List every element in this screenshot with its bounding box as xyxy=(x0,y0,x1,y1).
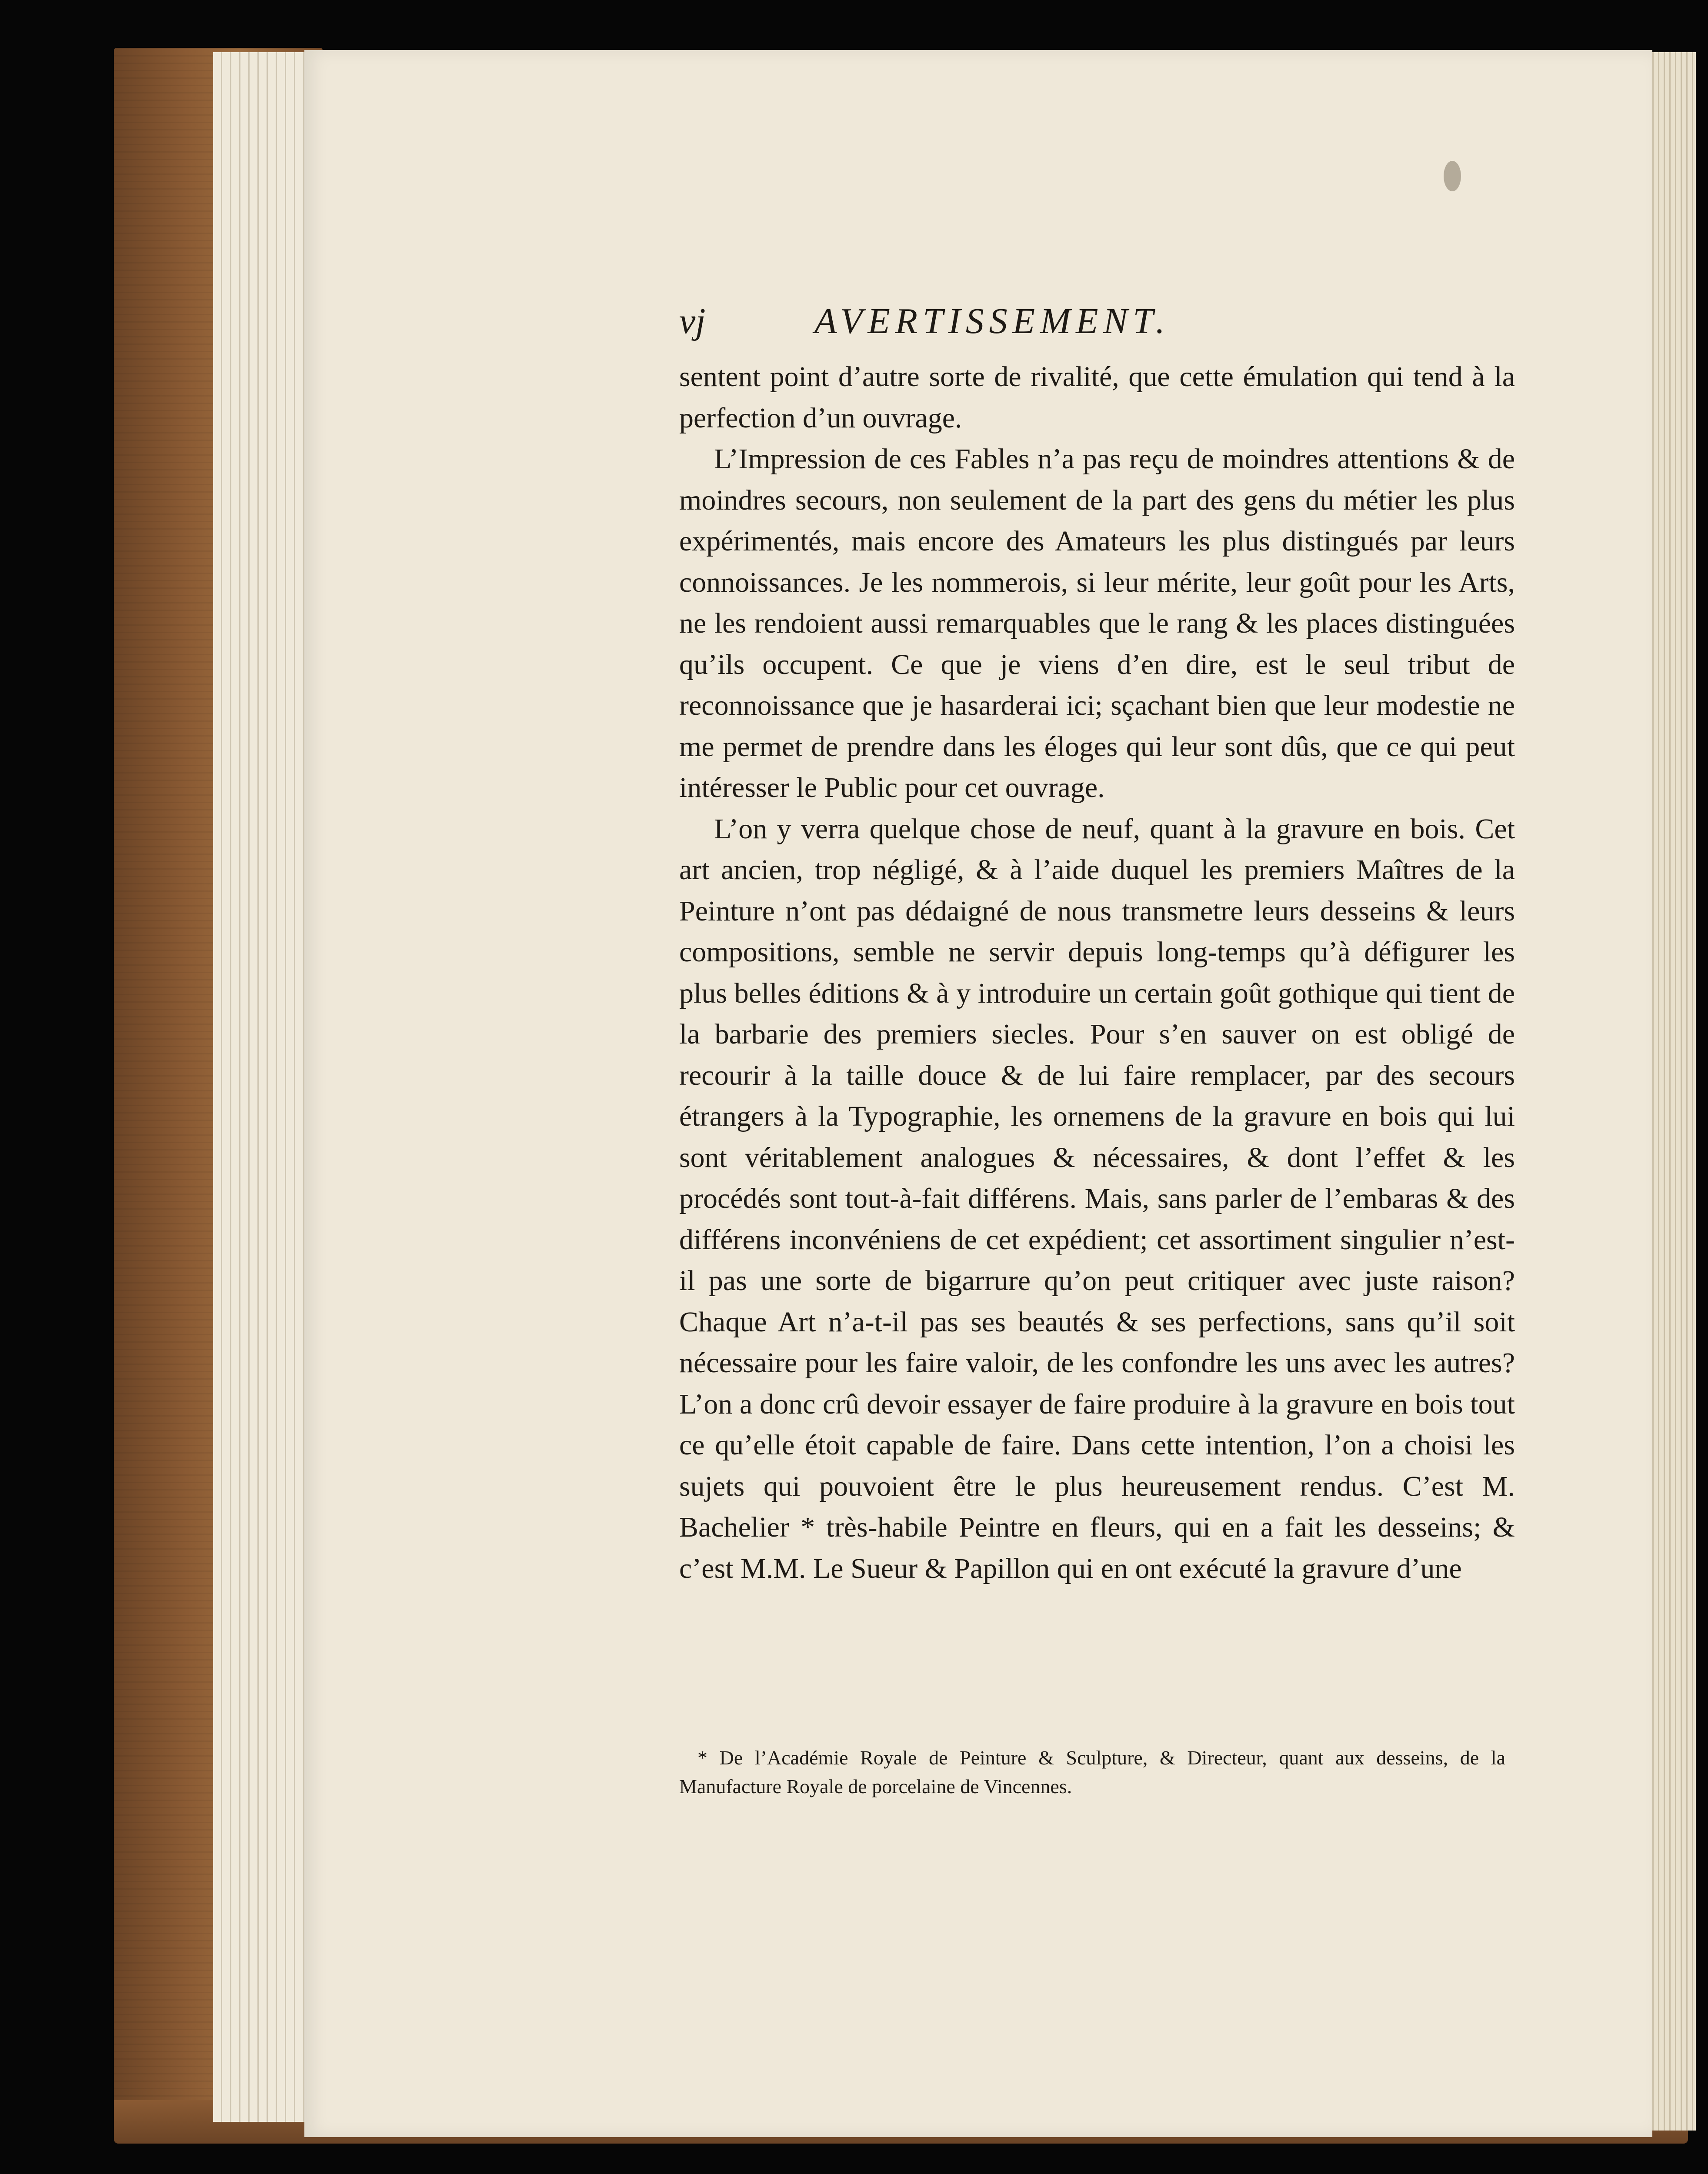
footnote-text: De l’Académie Royale de Peinture & Sculpture, & Directeur, quant aux desseins, de la Manufacture Royale de porcelaine de Vincennes. xyxy=(679,1747,1506,1797)
paragraph-3: L’on y verra quelque chose de neuf, quant à la gravure en bois. Cet art ancien, trop négligé, & à l’aide duquel les premiers Maîtres de la Peinture n’ont pas dédaigné de nous transmetre leurs desseins & leurs compositions, semble ne servir depuis long-temps qu’à défigurer les plus belles éditions & à y introduire un certain goût gothique qui tient de la barbarie des premiers siecles. Pour s’en sauver on est obligé de recourir à la taille douce & de lui faire remplacer, par des secours étrangers à la Typographie, les ornemens de la gravure en bois qui lui sont véritablement analogues & nécessaires, & dont l’effet & les procédés sont tout-à-fait différens. Mais, sans parler de l’embaras & des différens inconvéniens de cet expédient; cet assortiment singulier n’est-il pas une sorte de bigarrure qu’on peut critiquer avec juste raison? Chaque Art n’a-t-il pas ses beautés & ses perfections, sans qu’il soit nécessaire pour les faire valoir, de les confondre les uns avec les autres? L’on a donc crû devoir essayer de faire produire à la gravure en bois tout ce qu’elle étoit capable de faire. Dans cette intention, l’on a choisi les sujets qui pouvoient être le plus heureusement rendus. C’est M. Bachelier * très-habile Peintre en fleurs, qui en a fait les desseins; & c’est M.M. Le Sueur & Papillon qui en ont exécuté la gravure d’une xyxy=(679,813,1515,1584)
right-page-edges xyxy=(1648,52,1696,2131)
running-title: AVERTISSEMENT. xyxy=(814,301,1170,341)
footnote-mark: * xyxy=(697,1747,707,1769)
paragraph-1: sentent point d’autre sorte de rivalité, que cette émulation qui tend à la perfection d’un ouvrage. xyxy=(679,361,1515,434)
page-stack-edges xyxy=(213,52,313,2122)
body-text xyxy=(679,357,1515,1589)
paragraph-2: L’Impression de ces Fables n’a pas reçu de moindres attentions & de moindres secours, non seulement de la part des gens du métier les plus expérimentés, mais encore des Amateurs les plus distingués par leurs connoissances. Je les nommerois, si leur mérite, leur goût pour les Arts, ne les rendoient aussi remarquables que le rang & les places distinguées qu’ils occupent. Ce que je viens d’en dire, est le seul tribut de reconnoissance que je hasarderai ici; sçachant bien que leur modestie ne me permet de prendre dans les éloges qui leur sont dûs, que ce qui peut intéresser le Public pour cet ouvrage. xyxy=(679,443,1515,804)
footnote xyxy=(679,1744,1505,1801)
page-header xyxy=(679,300,1305,343)
page-number: vj xyxy=(679,301,706,341)
paper-stain xyxy=(1444,161,1461,191)
